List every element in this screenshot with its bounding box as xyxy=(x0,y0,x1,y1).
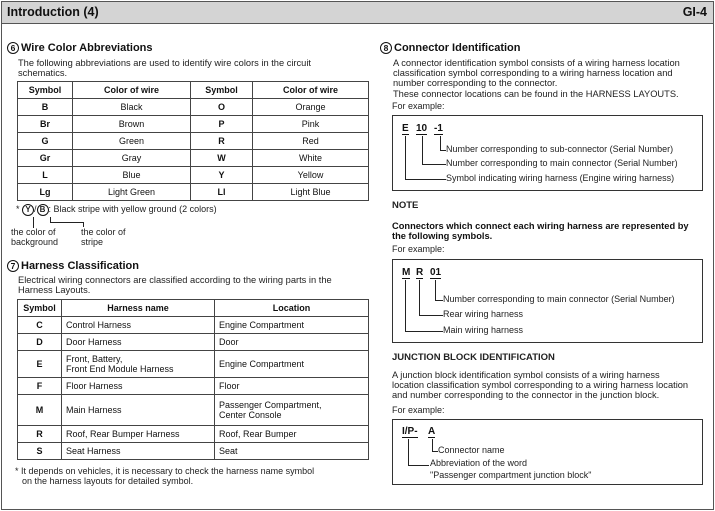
harness-symbol: M xyxy=(18,395,62,426)
ground-label-line: background xyxy=(11,237,59,247)
connector-description xyxy=(393,58,711,99)
description-line: classification symbol corresponding to a wiring harness location and xyxy=(393,68,673,79)
stripe-note: : Black stripe with yellow ground (2 colors) xyxy=(48,204,217,214)
code-main-number: 10 xyxy=(416,123,428,134)
connector-section-title xyxy=(380,42,521,54)
wire-color: Yellow xyxy=(253,167,369,184)
harness-name: Control Harness xyxy=(62,317,215,334)
harness-name xyxy=(62,351,215,378)
pointer-line xyxy=(419,315,443,316)
section-number-badge: 7 xyxy=(7,260,19,272)
pointer-line xyxy=(405,136,406,179)
table-row xyxy=(18,443,369,460)
note-line: the following symbols. xyxy=(392,231,493,242)
label-rear-harness: Rear wiring harness xyxy=(443,309,524,319)
asterisk: * xyxy=(16,204,20,214)
wire-description: The following abbreviations are used to identify wire colors in the circuit schematics. xyxy=(18,58,311,79)
table-row xyxy=(18,116,369,133)
wire-color: Red xyxy=(253,133,369,150)
wire-symbol: W xyxy=(191,150,253,167)
wire-symbol: Br xyxy=(18,116,73,133)
harness-location-line: Center Console xyxy=(219,410,282,420)
stripe-color-symbol: B xyxy=(37,204,49,216)
label-main-harness: Main wiring harness xyxy=(443,325,524,335)
manual-page xyxy=(1,1,714,510)
label-connector-name: Connector name xyxy=(438,445,505,455)
harness-table xyxy=(17,299,369,460)
harness-location: Door xyxy=(215,334,369,351)
harness-location xyxy=(215,395,369,426)
table-row xyxy=(18,334,369,351)
code-location: I/P- xyxy=(402,426,418,437)
wire-symbol: Gr xyxy=(18,150,73,167)
table-row xyxy=(18,395,369,426)
description-line: A junction block identification symbol consists of a wiring harness xyxy=(392,370,660,380)
wire-symbol: G xyxy=(18,133,73,150)
page-header xyxy=(2,2,713,24)
footnote-line: on the harness layouts for detailed symbol. xyxy=(22,476,194,486)
harness-name: Roof, Rear Bumper Harness xyxy=(62,426,215,443)
harness-symbol: E xyxy=(18,351,62,378)
stripe-label-line: stripe xyxy=(81,237,104,247)
wire-symbol: O xyxy=(191,99,253,116)
wire-symbol: Ll xyxy=(191,184,253,201)
stripe-example xyxy=(16,204,217,216)
wire-color-table xyxy=(17,81,369,201)
pointer-line xyxy=(432,439,433,451)
note-text xyxy=(392,221,714,241)
stripe-label xyxy=(81,227,126,247)
pointer-line xyxy=(405,280,406,331)
harness-symbol: S xyxy=(18,443,62,460)
harness-name: Main Harness xyxy=(62,395,215,426)
pointer-line xyxy=(408,465,429,466)
junction-description xyxy=(392,370,714,401)
wire-symbol: B xyxy=(18,99,73,116)
harness-symbol: D xyxy=(18,334,62,351)
pointer-line xyxy=(435,280,436,300)
wire-symbol: R xyxy=(191,133,253,150)
harness-symbol: F xyxy=(18,378,62,395)
harness-symbol: C xyxy=(18,317,62,334)
column-header: Location xyxy=(215,300,369,317)
harness-section-title xyxy=(7,260,139,272)
example-label: For example: xyxy=(392,405,445,415)
wire-color: Light Blue xyxy=(253,184,369,201)
wire-section-title xyxy=(7,42,153,54)
harness-location: Floor xyxy=(215,378,369,395)
harness-section-heading: Harness Classification xyxy=(21,260,139,272)
harness-name: Seat Harness xyxy=(62,443,215,460)
junction-example-box xyxy=(392,419,703,485)
column-header: Symbol xyxy=(191,82,253,99)
harness-name-line: Front End Module Harness xyxy=(66,364,174,374)
column-header: Color of wire xyxy=(253,82,369,99)
description-line: These connector locations can be found in the HARNESS LAYOUTS. xyxy=(393,88,679,99)
pointer-line xyxy=(435,300,443,301)
label-harness-symbol: Symbol indicating wiring harness (Engine wiring harness) xyxy=(446,173,675,183)
wire-color: Gray xyxy=(73,150,191,167)
table-row xyxy=(18,351,369,378)
wire-color: Black xyxy=(73,99,191,116)
harness-location: Seat xyxy=(215,443,369,460)
harness-location-line: Passenger Compartment, xyxy=(219,400,322,410)
label-passenger-block: "Passenger compartment junction block" xyxy=(430,470,592,480)
ground-color-symbol: Y xyxy=(22,204,34,216)
wire-symbol: Lg xyxy=(18,184,73,201)
code-main-harness: M xyxy=(402,267,411,278)
label-main-connector: Number corresponding to main connector (Serial Number) xyxy=(446,158,678,168)
stripe-label-line: the color of xyxy=(81,227,126,237)
column-header: Symbol xyxy=(18,82,73,99)
wire-section-heading: Wire Color Abbreviations xyxy=(21,42,153,54)
wire-symbol: L xyxy=(18,167,73,184)
harness-location: Roof, Rear Bumper xyxy=(215,426,369,443)
slash: / xyxy=(34,204,37,214)
section-number-badge: 6 xyxy=(7,42,19,54)
column-header: Harness name xyxy=(62,300,215,317)
table-row xyxy=(18,133,369,150)
label-abbreviation: Abbreviation of the word xyxy=(430,458,528,468)
page-number: GI-4 xyxy=(682,5,707,19)
code-rear-harness: R xyxy=(416,267,424,278)
code-main-number: 01 xyxy=(430,267,442,278)
pointer-line xyxy=(422,136,423,164)
ground-label-line: the color of xyxy=(11,227,56,237)
table-header-row xyxy=(18,82,369,99)
harness-location: Engine Compartment xyxy=(215,317,369,334)
table-row xyxy=(18,167,369,184)
harness-symbol: R xyxy=(18,426,62,443)
junction-title: JUNCTION BLOCK IDENTIFICATION xyxy=(392,352,555,363)
column-header: Symbol xyxy=(18,300,62,317)
example-label: For example: xyxy=(392,101,445,111)
note-line: Connectors which connect each wiring harness are represented by xyxy=(392,221,689,231)
pointer-line xyxy=(440,136,441,150)
table-row xyxy=(18,99,369,116)
description-line: and number corresponding to the connector in the junction block. xyxy=(392,390,660,401)
label-sub-connector: Number corresponding to sub-connector (Serial Number) xyxy=(446,144,674,154)
wire-color: Orange xyxy=(253,99,369,116)
description-line: location classification symbol corresponding to a wiring harness location xyxy=(392,380,689,391)
wire-color: Green xyxy=(73,133,191,150)
label-main-connector: Number corresponding to main connector (Serial Number) xyxy=(443,294,675,304)
connector-example-box xyxy=(392,115,703,191)
harness-name: Floor Harness xyxy=(62,378,215,395)
wire-color: Light Green xyxy=(73,184,191,201)
wire-symbol: Y xyxy=(191,167,253,184)
connector-section-heading: Connector Identification xyxy=(394,42,521,54)
code-connector: A xyxy=(428,426,436,437)
table-row xyxy=(18,426,369,443)
note-example-box xyxy=(392,259,703,343)
table-row xyxy=(18,378,369,395)
section-number-badge: 8 xyxy=(380,42,392,54)
harness-location: Engine Compartment xyxy=(215,351,369,378)
harness-footnote xyxy=(15,466,314,486)
description-line: number corresponding to the connector. xyxy=(393,78,558,89)
harness-name-line: Front, Battery, xyxy=(66,354,123,364)
footnote-line: * It depends on vehicles, it is necessary to check the harness name symbol xyxy=(15,466,315,476)
ground-label xyxy=(11,227,58,247)
note-title: NOTE xyxy=(392,200,419,211)
wire-color: Blue xyxy=(73,167,191,184)
code-sub-number: -1 xyxy=(434,123,443,134)
stripe-pointer-line xyxy=(50,222,83,223)
pointer-line xyxy=(405,331,443,332)
table-row xyxy=(18,317,369,334)
column-header: Color of wire xyxy=(73,82,191,99)
harness-name: Door Harness xyxy=(62,334,215,351)
code-harness-symbol: E xyxy=(402,123,409,134)
description-line: A connector identification symbol consists of a wiring harness location xyxy=(393,58,680,68)
pointer-line xyxy=(405,179,446,180)
page-title: Introduction (4) xyxy=(7,5,99,19)
wire-color: Brown xyxy=(73,116,191,133)
harness-description: Electrical wiring connectors are classified according to the wiring parts in the Harness Layouts. xyxy=(18,275,332,296)
pointer-line xyxy=(408,439,409,465)
table-row xyxy=(18,184,369,201)
wire-symbol: P xyxy=(191,116,253,133)
table-header-row xyxy=(18,300,369,317)
wire-color: Pink xyxy=(253,116,369,133)
pointer-line xyxy=(422,164,446,165)
wire-color: White xyxy=(253,150,369,167)
table-row xyxy=(18,150,369,167)
pointer-line xyxy=(419,280,420,315)
example-label: For example: xyxy=(392,244,445,254)
